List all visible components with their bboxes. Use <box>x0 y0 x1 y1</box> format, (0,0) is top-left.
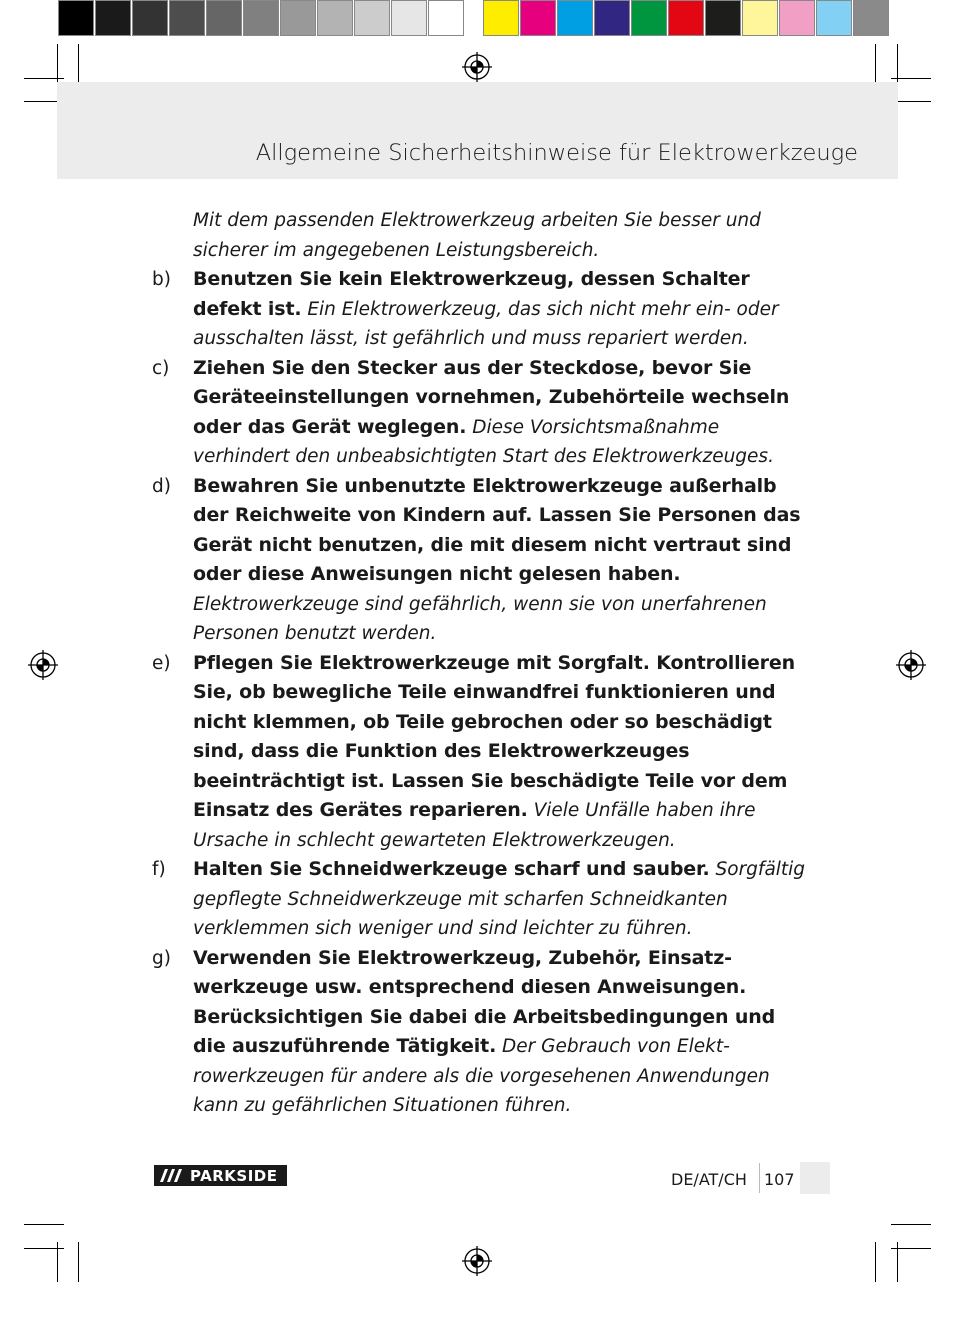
item-heading: Verwenden Sie Elektrowerkzeug, Zubehör, Einsatzwerkzeuge usw. entsprechend diesen Anweisungen. Berücksichtigen Sie dabei die Arbeitsbedingungen und die auszuführende Tätigkeit. <box>193 946 776 1057</box>
item-label: e) <box>152 652 171 674</box>
item-heading: Halten Sie Schneidwerkzeuge scharf und sauber. <box>193 858 710 880</box>
item-explanation: Sorgfältig gepflegte Schneidwerkzeuge mit scharfen Schneidkanten verklemmen sich weniger und sind leichter zu führen. <box>193 859 806 939</box>
color-swatch <box>668 0 704 36</box>
brand-name: PARKSIDE <box>190 1166 278 1185</box>
crop-mark <box>24 1248 64 1249</box>
item-label: b) <box>152 269 171 290</box>
crop-mark <box>57 44 58 84</box>
item-label: f) <box>152 859 166 880</box>
brand-slashes-icon <box>154 1165 188 1186</box>
instruction-item <box>152 944 807 1121</box>
registration-mark-icon <box>28 650 58 680</box>
page-number: 107 <box>764 1170 795 1189</box>
page-tab <box>800 1162 830 1194</box>
gray-swatch <box>132 0 168 36</box>
item-heading: Pflegen Sie Elektrowerkzeuge mit Sorgfalt. Kontrollieren Sie, ob bewegliche Teile einwandfrei funktionieren und nicht klemmen, ob Teile gebrochen oder so beschädigt sind, dass die Funktion des Elektrowerkzeuges beeinträchtigt ist. Lassen Sie beschädigte Teile vor dem Einsatz des Gerätes reparieren. <box>193 651 795 821</box>
item-explanation: Viele Unfälle haben ihre Ursache in schlecht gewarteten Elektrowerkzeugen. <box>193 800 756 851</box>
registration-mark-icon <box>462 52 492 82</box>
item-body <box>193 472 807 649</box>
color-swatch <box>705 0 741 36</box>
grayscale-calibration-bar <box>58 0 465 38</box>
color-swatch <box>631 0 667 36</box>
gray-swatch <box>317 0 353 36</box>
footer-locale: DE/AT/CH <box>671 1170 747 1189</box>
crop-mark <box>891 1224 931 1225</box>
item-explanation: Ein Elektrowerkzeug, das sich nicht mehr ein- oder ausschalten lässt, ist gefährlich und muss repariert werden. <box>193 298 779 349</box>
crop-mark <box>78 1242 79 1282</box>
page-title: Allgemeine Sicherheitshinweise für Elektrowerkzeuge <box>255 140 858 166</box>
crop-mark <box>78 44 79 84</box>
color-swatch <box>557 0 593 36</box>
instruction-item <box>152 855 807 944</box>
gray-swatch <box>243 0 279 36</box>
crop-mark <box>897 1242 898 1282</box>
color-swatch <box>853 0 889 36</box>
gray-swatch <box>58 0 94 36</box>
item-label: c) <box>152 357 170 379</box>
item-body <box>193 944 807 1121</box>
color-swatch <box>520 0 556 36</box>
instruction-items <box>152 265 807 1121</box>
crop-mark <box>24 1224 64 1225</box>
registration-mark-icon <box>462 1246 492 1276</box>
item-heading: Bewahren Sie unbenutzte Elektrowerkzeuge außerhalb der Reichweite von Kindern auf. Lassen Sie Personen das Gerät nicht benutzen, die mit diesem nicht vertraut sind oder diese Anweisungen nicht gelesen haben. <box>193 474 801 585</box>
instruction-item <box>152 265 807 354</box>
gray-swatch <box>391 0 427 36</box>
instruction-item <box>152 649 807 856</box>
item-explanation: Elektrowerkzeuge sind gefährlich, wenn sie von unerfahrenen Personen benutzt werden. <box>193 593 767 644</box>
instruction-item <box>152 354 807 472</box>
color-swatch <box>816 0 852 36</box>
parkside-logo <box>154 1165 287 1186</box>
item-label: g) <box>152 947 171 969</box>
gray-swatch <box>169 0 205 36</box>
gray-swatch <box>280 0 316 36</box>
item-body <box>193 265 807 354</box>
registration-mark-icon <box>896 650 926 680</box>
instruction-item <box>152 472 807 649</box>
crop-mark <box>24 78 64 79</box>
item-body <box>193 354 807 472</box>
gray-swatch <box>95 0 131 36</box>
crop-mark <box>875 44 876 84</box>
color-swatch <box>779 0 815 36</box>
crop-mark <box>57 1242 58 1282</box>
safety-instructions-list <box>152 206 807 1121</box>
footer-divider <box>759 1163 760 1193</box>
crop-mark <box>875 1242 876 1282</box>
gray-swatch <box>206 0 242 36</box>
item-explanation: Diese Vorsichtsmaßnahme verhindert den unbeabsichtigten Start des Elektrowerkzeuges. <box>193 416 774 467</box>
gray-swatch <box>428 0 464 36</box>
color-swatch <box>742 0 778 36</box>
item-heading: Ziehen Sie den Stecker aus der Steckdose, bevor Sie Geräteeinstellungen vornehmen, Zubehörteile wechseln oder das Gerät weglegen. <box>193 356 790 438</box>
item-body <box>193 649 807 856</box>
item-heading: Benutzen Sie kein Elektrowerkzeug, dessen Schalter defekt ist. <box>193 268 750 320</box>
color-swatch <box>594 0 630 36</box>
item-body <box>193 855 807 944</box>
crop-mark <box>891 78 931 79</box>
color-swatch <box>483 0 519 36</box>
item-label: d) <box>152 475 171 497</box>
gray-swatch <box>354 0 390 36</box>
item-explanation: Der Gebrauch von Elektrowerkzeugen für andere als die vorgesehenen Anwendungen kann zu gefährlichen Situationen führen. <box>193 1036 770 1116</box>
color-calibration-bar <box>483 0 890 38</box>
intro-text: Mit dem passenden Elektrowerkzeug arbeiten Sie besser und sicherer im angegebenen Leistungsbereich. <box>193 210 761 261</box>
